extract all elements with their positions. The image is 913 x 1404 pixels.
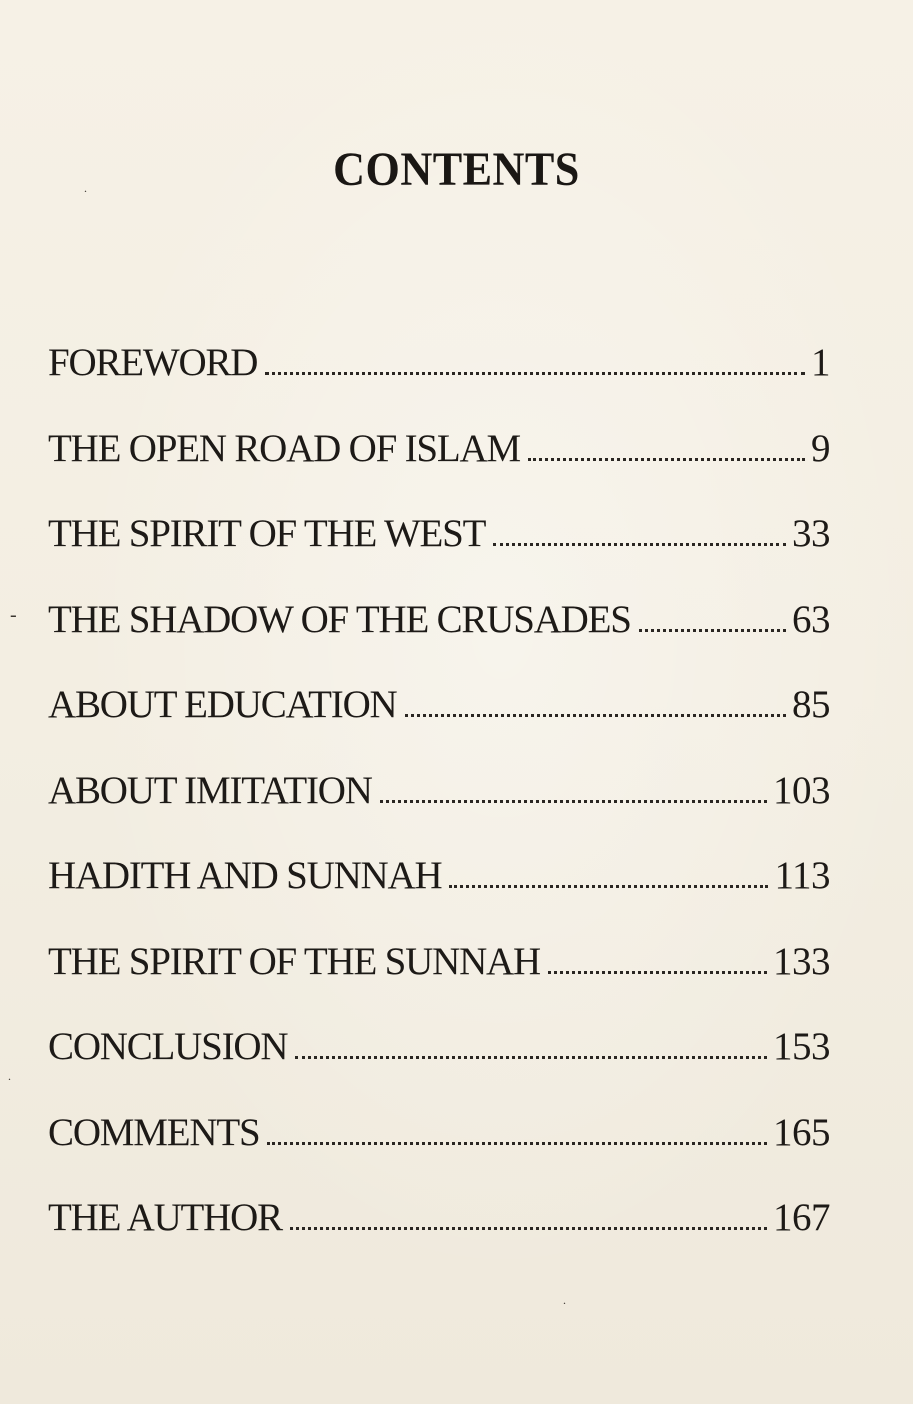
toc-entry-page: 1 [811,341,830,384]
toc-entry [48,768,830,854]
toc-entry-page: 33 [792,512,830,555]
toc-entry [48,682,830,768]
toc-entry-page: 63 [792,597,830,641]
toc-entry-title: THE SHADOW OF THE CRUSADES [48,597,631,641]
speck-mark: . [563,1293,566,1307]
dot-leader [639,629,786,632]
toc-entry [48,340,830,426]
toc-entry [48,511,830,597]
toc-entry [48,853,830,939]
dot-leader [528,458,805,461]
toc-entry-title: ABOUT IMITATION [48,768,372,812]
toc-entry-page: 103 [773,768,830,812]
speck-mark: . [84,181,87,195]
toc-entry-page: 113 [774,854,830,897]
toc-entry-title: FOREWORD [48,341,258,384]
page-title: CONTENTS [333,143,580,196]
toc-entry-title: CONCLUSION [48,1025,288,1068]
toc-entry-title: THE AUTHOR [48,1196,282,1239]
toc-entry [48,426,830,512]
toc-entry-page: 153 [773,1025,830,1068]
table-of-contents [48,340,830,1281]
dot-leader [295,1056,767,1059]
toc-entry-title: HADITH AND SUNNAH [48,854,442,897]
dot-leader [265,372,805,375]
toc-entry-title: THE SPIRIT OF THE SUNNAH [48,939,540,983]
toc-entry-title: COMMENTS [48,1110,260,1154]
toc-entry [48,939,830,1025]
dot-leader [449,885,768,888]
dot-leader [290,1227,767,1230]
dot-leader [267,1142,767,1145]
toc-entry-title: THE OPEN ROAD OF ISLAM [48,426,520,470]
toc-entry [48,1195,830,1281]
dot-leader [493,543,786,546]
toc-entry-title: ABOUT EDUCATION [48,683,397,726]
toc-entry [48,1024,830,1110]
toc-entry [48,1110,830,1196]
toc-entry-page: 165 [773,1110,830,1154]
margin-mark: - [10,604,17,626]
dot-leader [380,800,767,803]
toc-entry-title: THE SPIRIT OF THE WEST [48,512,486,555]
speck-mark: . [8,1069,11,1083]
toc-entry-page: 9 [811,426,830,470]
toc-entry-page: 167 [773,1196,830,1239]
toc-entry [48,597,830,683]
toc-entry-page: 85 [792,683,830,726]
toc-entry-page: 133 [773,939,830,983]
dot-leader [405,714,786,717]
dot-leader [548,971,767,974]
